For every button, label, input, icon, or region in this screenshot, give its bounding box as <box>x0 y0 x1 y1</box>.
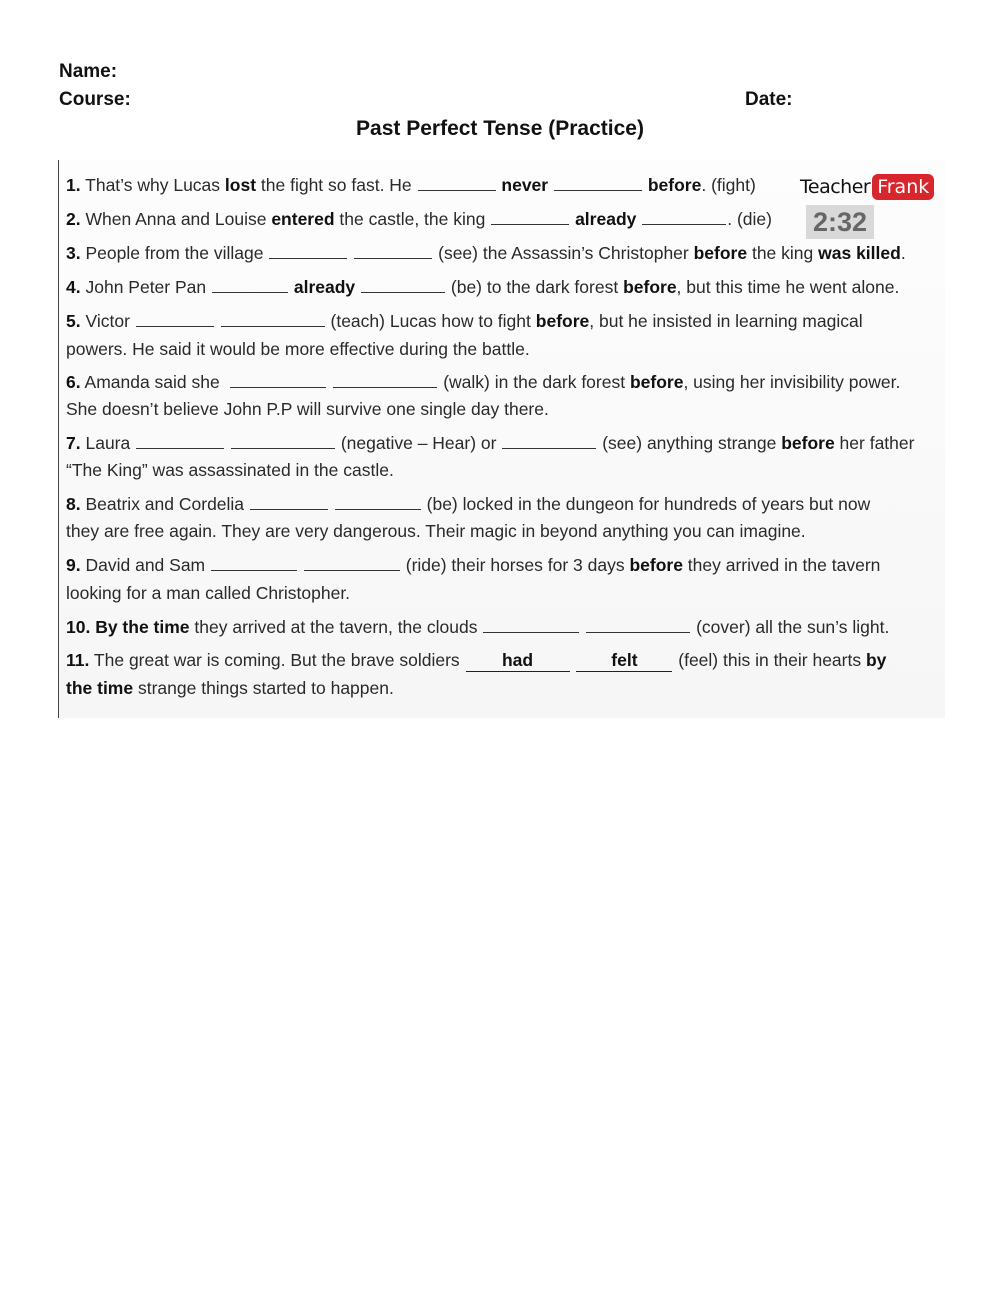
answer-blank[interactable] <box>502 434 596 449</box>
question-keyword: before <box>693 243 748 263</box>
question-keyword: before <box>647 175 702 195</box>
question-7 <box>66 432 914 454</box>
answer-blank[interactable] <box>211 556 297 571</box>
question-number: 3. <box>66 243 81 263</box>
question-3 <box>66 242 906 264</box>
course-label: Course: <box>59 89 131 110</box>
question-number: 11. <box>66 650 90 670</box>
logo-teacher-text: Teacher <box>800 176 871 198</box>
question-2 <box>66 208 772 230</box>
question-number: 8. <box>66 494 81 514</box>
question-text: (cover) all the sun’s light. <box>691 617 890 637</box>
question-text: powers. He said it would be more effective during the battle. <box>66 339 530 359</box>
answer-blank[interactable] <box>136 434 224 449</box>
question-text: looking for a man called Christopher. <box>66 583 351 603</box>
answer-blank[interactable] <box>491 210 569 225</box>
question-text: (teach) Lucas how to fight <box>325 311 536 331</box>
answer-blank[interactable] <box>361 278 445 293</box>
question-text: (see) the Assassin’s Christopher <box>433 243 694 263</box>
question-keyword: before <box>629 555 683 575</box>
question-keyword: already <box>293 277 356 297</box>
question-keyword: by <box>865 650 887 670</box>
question-text: Laura <box>85 433 136 453</box>
question-6-continued <box>66 398 549 420</box>
question-text: they arrived at the tavern, the clouds <box>189 617 483 637</box>
question-text: (negative – Hear) or <box>335 433 502 453</box>
question-text: (ride) their horses for 3 days <box>400 555 630 575</box>
question-text: People from the village <box>85 243 269 263</box>
question-keyword: before <box>623 277 677 297</box>
question-9-continued <box>66 582 350 604</box>
question-number: 7. <box>66 433 81 453</box>
question-9 <box>66 554 880 576</box>
answer-blank[interactable] <box>221 312 325 327</box>
question-keyword: lost <box>224 175 257 195</box>
question-text: , but he insisted in learning magical <box>589 311 863 331</box>
question-text: strange things started to happen. <box>133 678 394 698</box>
teacher-frank-logo <box>800 172 934 202</box>
question-text: , but this time he went alone. <box>676 277 900 297</box>
question-text: (see) anything strange <box>597 433 782 453</box>
question-11 <box>66 649 886 672</box>
question-8 <box>66 493 870 515</box>
question-1 <box>66 174 756 196</box>
answer-blank[interactable] <box>231 434 335 449</box>
question-text: the fight so fast. He <box>256 175 417 195</box>
question-number: 6. <box>66 372 81 392</box>
answer-blank[interactable] <box>304 556 400 571</box>
question-text: When Anna and Louise <box>85 209 272 229</box>
question-keyword: the time <box>66 678 134 698</box>
question-5-continued <box>66 338 530 360</box>
question-keyword: By the time <box>95 617 190 637</box>
question-4 <box>66 276 899 298</box>
question-number: 4. <box>66 277 81 297</box>
question-5 <box>66 310 863 332</box>
question-text: , using her invisibility power. <box>683 372 901 392</box>
question-keyword: before <box>629 372 684 392</box>
question-text: “The King” was assassinated in the castle. <box>66 460 394 480</box>
question-keyword: entered <box>271 209 335 229</box>
question-text: That’s why Lucas <box>85 175 225 195</box>
question-text: Beatrix and Cordelia <box>85 494 249 514</box>
question-number: 5. <box>66 311 81 331</box>
question-text: they are free again. They are very dangerous. Their magic in beyond anything you can imagine. <box>66 521 806 541</box>
question-keyword: before <box>535 311 590 331</box>
timer-display: 2:32 <box>806 205 874 239</box>
answer-blank[interactable] <box>354 244 432 259</box>
answer-blank[interactable] <box>136 312 214 327</box>
answer-blank[interactable] <box>335 495 421 510</box>
question-8-continued <box>66 520 806 542</box>
question-6 <box>66 371 900 393</box>
question-text: (feel) this in their hearts <box>673 650 866 670</box>
answer-blank[interactable] <box>230 373 326 388</box>
answer-blank[interactable] <box>642 210 726 225</box>
question-text: Victor <box>85 311 135 331</box>
date-label: Date: <box>745 89 793 110</box>
answer-blank[interactable] <box>418 176 496 191</box>
question-text: the castle, the king <box>334 209 491 229</box>
answer-blank[interactable] <box>554 176 642 191</box>
question-keyword: already <box>575 209 637 229</box>
question-text: they arrived in the tavern <box>682 555 881 575</box>
question-number: 9. <box>66 555 81 575</box>
question-text: The great war is coming. But the brave soldiers <box>93 650 465 670</box>
answer-blank[interactable] <box>250 495 328 510</box>
answer-blank[interactable] <box>212 278 288 293</box>
question-10 <box>66 616 889 638</box>
question-text: her father <box>834 433 915 453</box>
question-text: (be) locked in the dungeon for hundreds of years but now <box>421 494 871 514</box>
answer-blank[interactable] <box>269 244 347 259</box>
question-text: (be) to the dark forest <box>446 277 624 297</box>
question-text: . (die) <box>727 209 772 229</box>
question-keyword: was killed <box>818 243 901 263</box>
question-number: 10. <box>66 617 91 637</box>
question-number: 1. <box>66 175 81 195</box>
logo-frank-badge: Frank <box>872 174 934 200</box>
question-keyword: never <box>501 175 549 195</box>
question-text: (walk) in the dark forest <box>438 372 630 392</box>
question-text: . <box>900 243 906 263</box>
question-text: David and Sam <box>85 555 210 575</box>
question-11-continued <box>66 677 394 699</box>
answer-blank[interactable] <box>586 618 690 633</box>
question-text: John Peter Pan <box>85 277 211 297</box>
question-text: Amanda said she <box>84 372 225 392</box>
answer-blank[interactable] <box>483 618 579 633</box>
question-text: . (fight) <box>701 175 756 195</box>
page-title: Past Perfect Tense (Practice) <box>356 117 644 140</box>
answer-field-felt[interactable]: felt <box>576 649 672 672</box>
name-label: Name: <box>59 61 118 82</box>
question-7-continued <box>66 459 394 481</box>
answer-blank[interactable] <box>333 373 437 388</box>
answer-field-had[interactable]: had <box>466 649 570 672</box>
question-number: 2. <box>66 209 81 229</box>
question-text: She doesn’t believe John P.P will survive one single day there. <box>66 399 549 419</box>
question-text: the king <box>747 243 819 263</box>
question-keyword: before <box>781 433 835 453</box>
